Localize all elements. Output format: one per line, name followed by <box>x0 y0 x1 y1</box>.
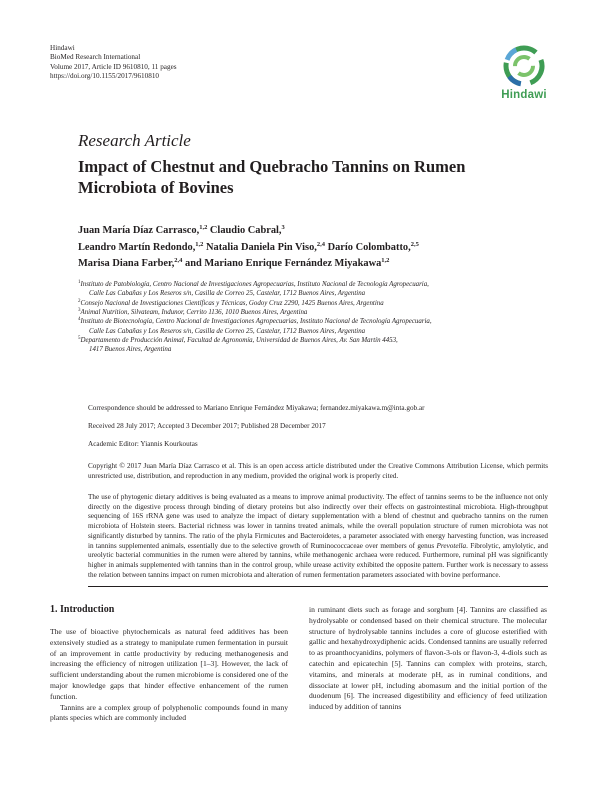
body-column-right <box>309 605 547 713</box>
abstract-text: The use of phytogenic dietary additives is being evaluated as a means to improve animal productivity. The effect of tannins seems to be the influence not only directly on the digestive process through binding of dietary proteins but also indirectly over their effects on gastrointestinal microbiota. High-throughput sequencing of 16S rRNA gene was used to analyze the impact of dietary supplementation with a blend of chestnut and quebracho tannins on the rumen microbiota of Holstein steers. Bacterial richness was lower in tannins treated animals, while the overall population structure of rumen microbiota was not significantly disturbed by tannins. The ratio of the phyla Firmicutes and Bacteroidetes, a parameter associated with energy harvesting function, was increased in tannins supplemented animals, essentially due to the selective growth of Ruminococcaceae over members of genus <box>88 493 548 550</box>
author-name: Darío Colombatto, <box>325 241 411 253</box>
affiliation-text: Consejo Nacional de Investigaciones Científicas y Técnicas, Godoy Cruz 2290, 1425 Buenos Aires, Argentina <box>80 299 384 307</box>
author-affil-ref: 1,2 <box>381 257 390 265</box>
abstract-text-continued: . Fibrolytic, amylolytic, and ureolytic bacterial communities in the rumen were altered by tannins, while methanogenic archaea were reduced. Furthermore, ruminal pH was significantly higher in animals supplemented with tannins than in the control group, while urease activity exhibited the opposite pattern. Further work is necessary to assess the relation between tannins impact on rumen microbiota and alteration of rumen fermentation parameters associated with bovine performance. <box>88 541 548 579</box>
affiliation <box>78 336 548 345</box>
affiliation <box>78 317 548 326</box>
author-name: and Mariano Enrique Fernández Miyakawa <box>182 258 382 270</box>
affiliation-text: Instituto de Biotecnología, Centro Nacional de Investigaciones Agropecuarias, Instituto Nacional de Tecnología Agropecuaria, <box>80 318 432 326</box>
author-name: Natalia Daniela Pin Viso, <box>203 241 317 253</box>
publisher-name: Hindawi <box>50 44 75 52</box>
doi-link[interactable]: https://doi.org/10.1155/2017/9610810 <box>50 72 160 81</box>
copyright-notice: Copyright © 2017 Juan María Díaz Carrasco et al. This is an open access article distributed under the Creative Commons Attribution License, which permits unrestricted use, distribution, and reproduction in any medium, provided the original work is properly cited. <box>88 462 548 480</box>
affiliation <box>78 299 548 308</box>
affiliation <box>78 280 548 289</box>
body-paragraph: in ruminant diets such as forage and sorghum [4]. Tannins are classified as hydrolysable or condensed based on their chemical structure. The molecular structure of hydrolysable tannins includes a core of glucose esterified with gallic and hexahydroxydiphenic acids. Condensed tannins are usually referred to as proanthocyanidins, polymers of flavon-3-ols or flavon-3, 4-diols such as catechin and epicatechin [5]. Tannins can complex with proteins, starch, vitamins, and minerals at moderate pH, as in ruminal conditions, and dissociate at lower pH, including abomasum and the initial portion of the duodenum [6]. The increased digestibility and efficiency of feed utilization induced by addition of tannins <box>309 605 547 712</box>
affiliation-text: Instituto de Patobiología, Centro Nacional de Investigaciones Agropecuarias, Instituto Nacional de Tecnología Agropecuaria, <box>80 281 429 288</box>
abstract <box>88 493 548 580</box>
body-paragraph: Tannins are a complex group of polyphenolic compounds found in many plants species which are commonly included <box>50 702 288 723</box>
author-affil-ref: 1,2 <box>199 224 208 231</box>
volume-info: Volume 2017, Article ID 9610810, 11 pages <box>50 62 177 71</box>
section-heading: 1. Introduction <box>50 604 115 615</box>
affiliation-number: 4 <box>78 317 81 323</box>
author-name: Marisa Diana Farber, <box>78 258 175 270</box>
affiliation-continued: Calle Las Cabañas y Los Reseros s/n, Casilla de Correo 25, Castelar, 1712 Buenos Aires, Argentina <box>89 290 366 298</box>
affiliation-list <box>78 280 548 355</box>
article-type: Research Article <box>78 131 191 150</box>
logo-text: Hindawi <box>501 89 547 101</box>
author-name: Claudio Cabral, <box>207 225 282 236</box>
correspondence-note: Correspondence should be addressed to Mariano Enrique Fernández Miyakawa; fernandez.miyakawa.m@inta.gob.ar <box>88 404 425 412</box>
affiliation-continued: Calle Las Cabañas y Los Reseros s/n, Casilla de Correo 25, Castelar, 1712 Buenos Aires, Argentina <box>89 327 366 335</box>
author-affil-ref: 3 <box>281 224 285 231</box>
journal-header <box>50 44 177 82</box>
publication-dates: Received 28 July 2017; Accepted 3 December 2017; Published 28 December 2017 <box>88 422 326 430</box>
section-divider <box>88 586 548 587</box>
author-affil-ref: 2,4 <box>174 257 183 265</box>
affiliation-text: Departamento de Producción Animal, Facultad de Agronomía, Universidad de Buenos Aires, Av. San Martín 4453, <box>80 337 398 345</box>
author-affil-ref: 2,4 <box>316 240 325 248</box>
affiliation-continued: 1417 Buenos Aires, Argentina <box>89 346 172 354</box>
abstract-italic-term: Prevotella <box>436 541 467 550</box>
author-affil-ref: 1,2 <box>195 240 204 248</box>
author-affil-ref: 2,5 <box>410 240 419 248</box>
hindawi-logo-icon <box>502 44 546 88</box>
author-list <box>78 223 548 273</box>
author-name: Leandro Martín Redondo, <box>78 241 196 253</box>
affiliation-number: 2 <box>78 298 81 304</box>
academic-editor: Academic Editor: Yiannis Kourkoutas <box>88 440 198 448</box>
affiliation-number: 3 <box>78 308 81 314</box>
affiliation-text: Animal Nutrition, Silvateam, Indunor, Cerrito 1136, 1010 Buenos Aires, Argentina <box>80 309 308 317</box>
affiliation <box>78 308 548 317</box>
body-column-left <box>50 603 288 724</box>
hindawi-logo <box>494 44 554 108</box>
paper-title: Impact of Chestnut and Quebracho Tannins on Rumen Microbiota of Bovines <box>78 157 466 197</box>
author-name: Juan María Díaz Carrasco, <box>78 225 200 236</box>
affiliation-number: 5 <box>78 336 81 342</box>
body-paragraph: The use of bioactive phytochemicals as natural feed additives has been extensively studied as a strategy to manipulate rumen fermentation in pursuit of an improvement in cattle productivity by reducing methanogenesis and increasing the efficiency of nitrogen utilization [1–3]. However, the lack of sufficient understanding about the rumen microbiome is considered one of the major knowledge gaps that hinder effective enhancement of the rumen function. <box>50 627 288 701</box>
affiliation-number: 1 <box>78 280 81 285</box>
journal-name: BioMed Research International <box>50 53 141 62</box>
